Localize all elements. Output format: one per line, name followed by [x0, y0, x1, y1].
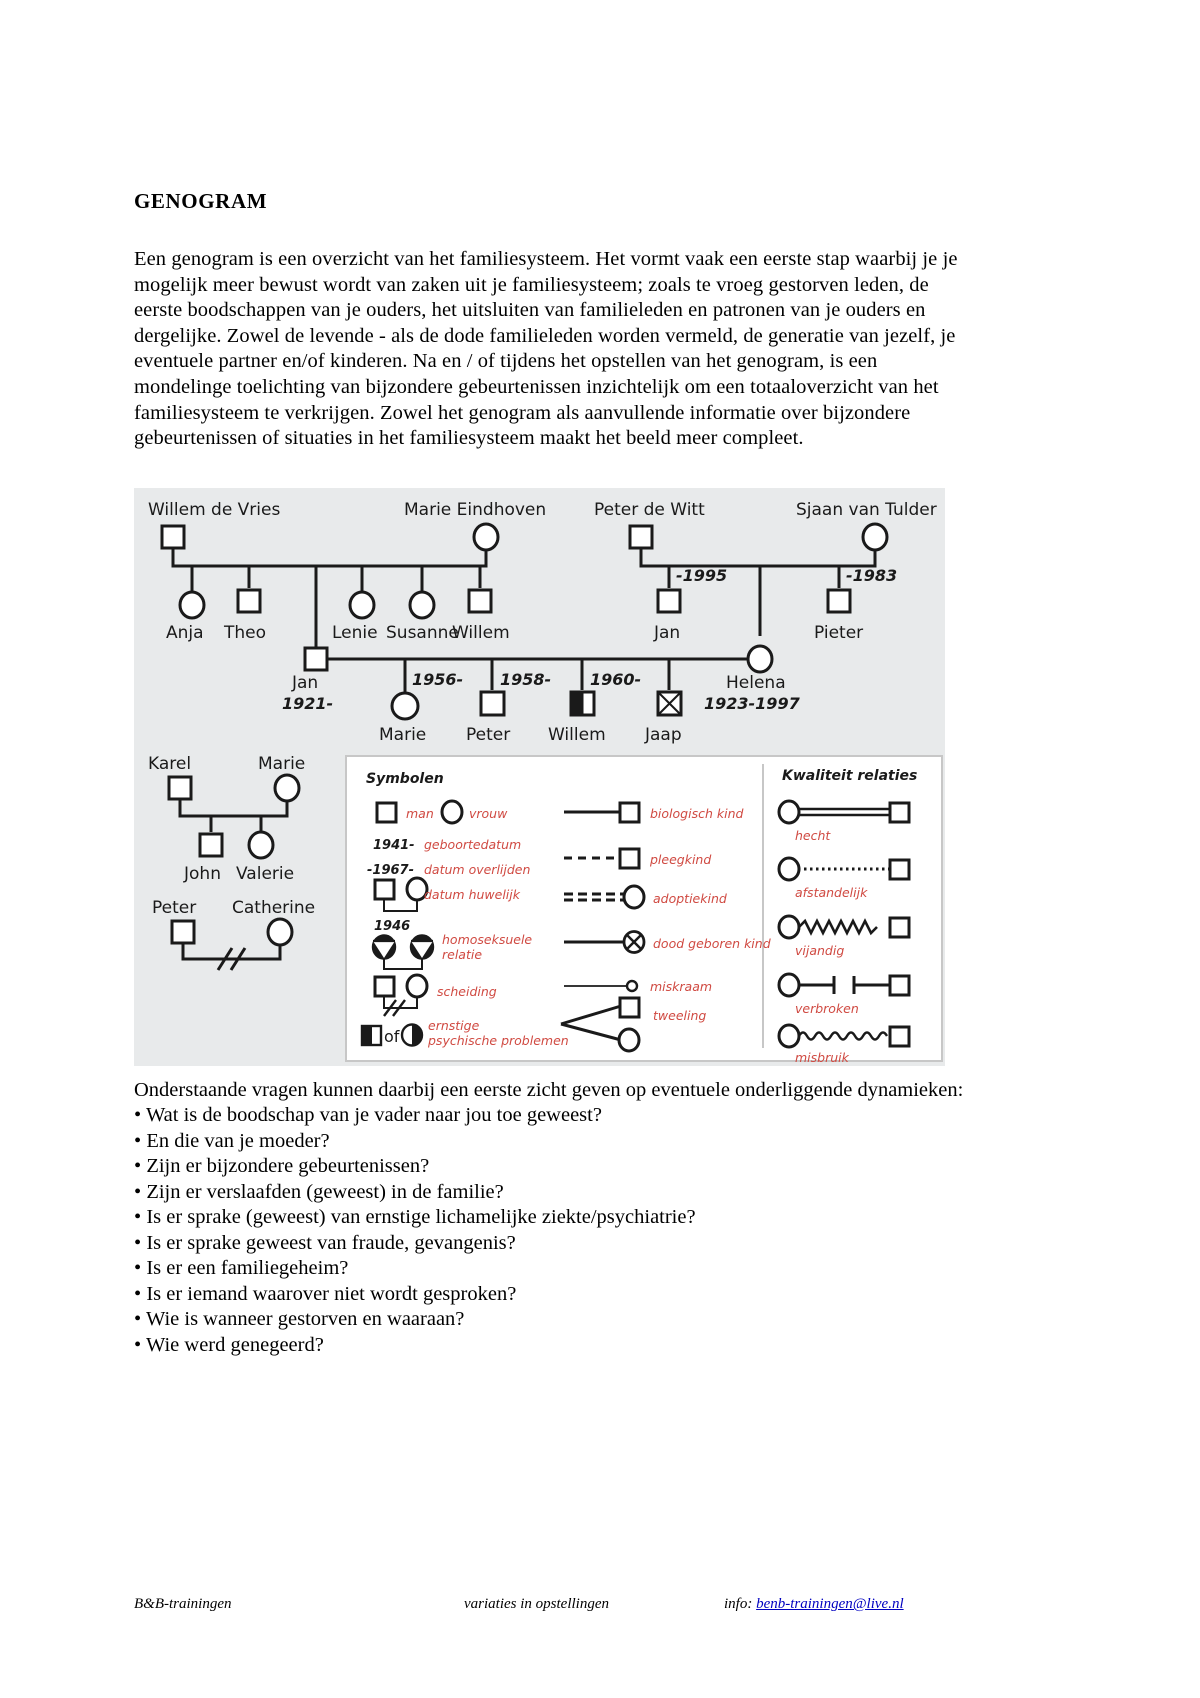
legend-label-ernstige: ernstige	[428, 1017, 480, 1033]
legend-title-symbolen: Symbolen	[366, 770, 444, 787]
footer-left: B&B-trainingen	[134, 1596, 232, 1612]
label-valerie: Valerie	[236, 863, 295, 884]
footer-right	[724, 1596, 904, 1613]
symbol-sjaan-van-tulder	[863, 524, 887, 550]
symbol-helena	[748, 646, 772, 672]
label-karel: Karel	[148, 753, 192, 774]
label-peter-gen3: Peter	[466, 724, 511, 745]
list-item: • Is er sprake geweest van fraude, gevangenis?	[134, 1231, 972, 1257]
symbol-willem-de-vries	[162, 526, 184, 548]
label-anja: Anja	[166, 622, 204, 643]
label-marie-gen3: Marie	[379, 724, 427, 745]
genogram-figure	[134, 488, 945, 1066]
label-willem-de-vries: Willem de Vries	[148, 499, 281, 520]
label-peter-side: Peter	[152, 897, 197, 918]
label-catherine: Catherine	[232, 897, 316, 918]
legend-symbol-man	[377, 803, 396, 822]
symbol-karel	[169, 777, 191, 799]
symbol-jan-1921	[305, 648, 327, 670]
footer-email-link[interactable]: benb-trainingen@live.nl	[756, 1596, 904, 1612]
label-willem-gen3: Willem	[548, 724, 606, 745]
label-susanne: Susanne	[386, 622, 459, 643]
label-willem-gen2: Willem	[452, 622, 510, 643]
legend-label-of: of	[384, 1026, 400, 1046]
legend-label-vijandig: vijandig	[795, 942, 845, 958]
label-jan-dewitt: Jan	[654, 622, 681, 643]
legend-value-huwelijk: 1946	[374, 918, 411, 934]
dates-jan-1921: 1921-	[282, 693, 334, 713]
symbol-marie-eindhoven	[474, 524, 498, 550]
label-jan-1921: Jan	[292, 672, 319, 693]
legend-label-pleegkind: pleegkind	[650, 851, 712, 867]
list-item: • Wat is de boodschap van je vader naar jou toe geweest?	[134, 1103, 972, 1129]
questions-lead: Onderstaande vragen kunnen daarbij een eerste zicht geven op eventuele onderliggende dynamieken:	[134, 1078, 964, 1101]
symbol-willem-gen3	[571, 692, 594, 715]
list-item: • Is er sprake (geweest) van ernstige lichamelijke ziekte/psychiatrie?	[134, 1205, 972, 1231]
list-item: • En die van je moeder?	[134, 1129, 972, 1155]
legend-label-relatie: relatie	[442, 946, 483, 962]
legend-label-vrouw: vrouw	[469, 805, 508, 821]
label-peter-de-witt: Peter de Witt	[594, 499, 705, 520]
list-item: • Is er iemand waarover niet wordt gesproken?	[134, 1282, 972, 1308]
legend-label-huwelijk: datum huwelijk	[424, 886, 520, 902]
legend-title-kwaliteit: Kwaliteit relaties	[782, 767, 918, 784]
legend-label-hecht: hecht	[795, 827, 831, 843]
symbol-theo	[238, 590, 260, 612]
symbol-lenie	[350, 592, 374, 618]
death-date-pieter: -1983	[846, 565, 898, 585]
list-item: • Is er een familiegeheim?	[134, 1256, 972, 1282]
legend-label-verbroken: verbroken	[795, 1000, 859, 1016]
symbol-jan-dewitt	[658, 590, 680, 612]
label-pieter: Pieter	[814, 622, 864, 643]
label-theo: Theo	[224, 622, 267, 643]
dates-helena: 1923-1997	[704, 693, 800, 713]
footer-center: variaties in opstellingen	[464, 1596, 609, 1612]
list-item: • Wie werd genegeerd?	[134, 1333, 972, 1359]
symbol-peter-de-witt	[630, 526, 652, 548]
death-date-jan-dewitt: -1995	[676, 565, 728, 585]
symbol-susanne	[410, 592, 434, 618]
list-item: • Zijn er verslaafden (geweest) in de familie?	[134, 1180, 972, 1206]
genogram-svg	[134, 488, 945, 1066]
page-footer	[134, 1596, 972, 1616]
symbol-valerie	[249, 832, 273, 858]
symbol-john	[200, 834, 222, 856]
legend-label-biologisch-kind: biologisch kind	[650, 805, 744, 821]
intro-paragraph: Een genogram is een overzicht van het familiesysteem. Het vormt vaak een eerste stap waarbij je je mogelijk meer bewust wordt van zaken uit je familiesysteem; zoals te vroeg gestorven leden, de eerste boodschappen van je ouders, het uitsluiten van familieleden en patronen van je ouders en dergelijke. Zowel de levende - als de dode familieleden worden vermeld, de generatie van jezelf, je eventuele partner en/of kinderen. Na en / of tijdens het opstellen van het genogram, is een mondelinge toelichting van bijzondere gebeurtenissen inzichtelijk om een totaaloverzicht van het familiesysteem te verkrijgen. Zowel het genogram als aanvullende informatie over bijzondere gebeurtenissen of situaties in het familiesysteem maakt het beeld meer compleet.	[134, 248, 958, 450]
legend-label-man: man	[406, 805, 434, 821]
label-sjaan-van-tulder: Sjaan van Tulder	[796, 499, 937, 520]
symbol-anja	[180, 592, 204, 618]
symbol-marie-side	[275, 775, 299, 801]
legend-label-overlijden: datum overlijden	[424, 861, 531, 877]
label-jaap-gen3: Jaap	[645, 724, 682, 745]
symbol-peter-side	[172, 921, 194, 943]
legend-label-misbruik: misbruik	[795, 1049, 849, 1065]
label-lenie: Lenie	[332, 622, 378, 643]
symbol-marie-gen3	[392, 693, 418, 719]
legend-label-psychische-problemen: psychische problemen	[428, 1032, 569, 1048]
birthdate-willem-gen3: 1960-	[590, 669, 642, 689]
questions-section	[134, 1078, 972, 1359]
document-content	[134, 190, 972, 1358]
list-item: • Wie is wanneer gestorven en waaraan?	[134, 1307, 972, 1333]
legend-symbol-vrouw	[442, 801, 462, 823]
label-marie-eindhoven: Marie Eindhoven	[404, 499, 547, 520]
symbol-pieter	[828, 590, 850, 612]
legend-value-overlijden: -1967-	[367, 862, 414, 878]
legend-label-scheiding: scheiding	[437, 983, 497, 999]
legend-label-miskraam: miskraam	[650, 978, 713, 994]
birthdate-peter-gen3: 1958-	[500, 669, 552, 689]
legend-label-homoseksuele: homoseksuele	[442, 931, 533, 947]
legend-label-tweeling: tweeling	[653, 1007, 707, 1023]
questions-list	[134, 1103, 972, 1358]
label-marie-side: Marie	[258, 753, 306, 774]
symbol-catherine	[268, 919, 292, 945]
page-title: GENOGRAM	[134, 189, 268, 213]
label-helena: Helena	[726, 672, 786, 693]
list-item: • Zijn er bijzondere gebeurtenissen?	[134, 1154, 972, 1180]
legend-label-geboortedatum: geboortedatum	[424, 836, 522, 852]
legend-value-geboortedatum: 1941-	[373, 837, 415, 853]
legend-label-dood-geboren-kind: dood geboren kind	[653, 935, 771, 951]
legend-label-afstandelijk: afstandelijk	[795, 884, 868, 900]
symbol-willem-gen2	[469, 590, 491, 612]
footer-info-prefix: info:	[724, 1596, 757, 1612]
legend-label-adoptiekind: adoptiekind	[653, 890, 727, 906]
label-john: John	[184, 863, 221, 884]
symbol-peter-gen3	[481, 692, 504, 715]
birthdate-marie-gen3: 1956-	[412, 669, 464, 689]
legend-box	[346, 756, 942, 1065]
symbol-jaap-gen3	[658, 692, 681, 715]
